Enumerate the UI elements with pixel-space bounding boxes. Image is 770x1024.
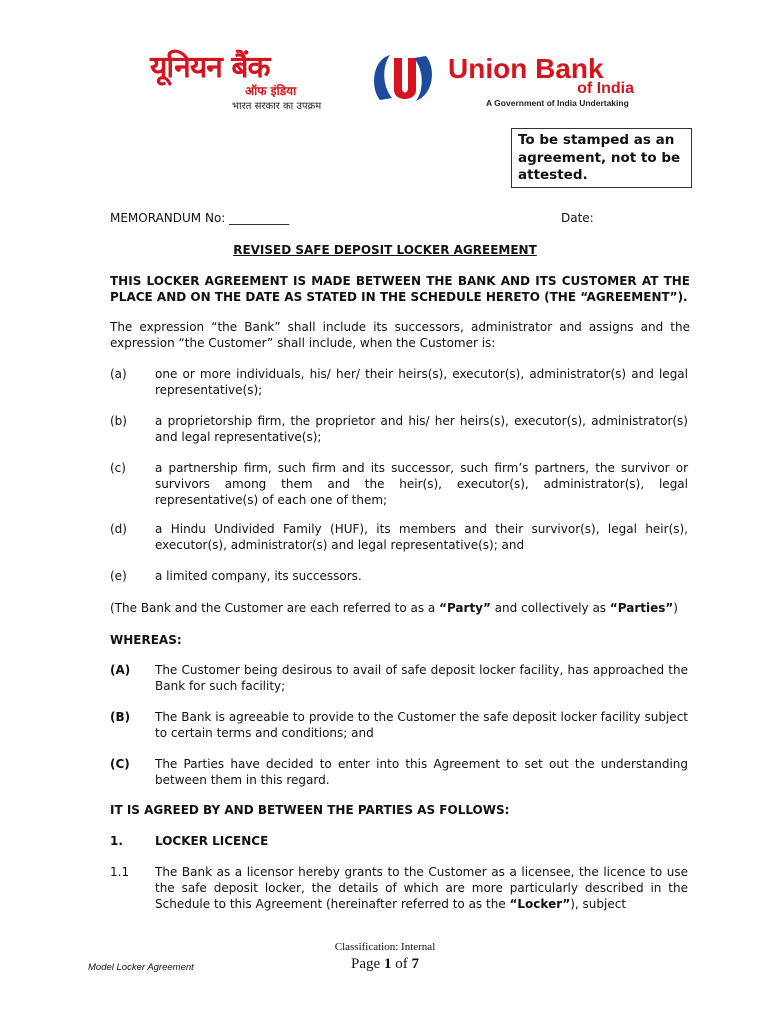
clause-text-part: ), subject	[570, 897, 627, 911]
parties-term: “Parties”	[609, 601, 674, 615]
stamp-note-box: To be stamped as an agreement, not to be attested.	[511, 128, 692, 188]
agreed-heading: IT IS AGREED BY AND BETWEEN THE PARTIES AS FOLLOWS:	[110, 803, 510, 817]
item-label: (d)	[110, 522, 127, 536]
bank-emblem-icon	[368, 50, 438, 106]
locker-term: “Locker”	[509, 897, 571, 911]
item-label: (C)	[110, 757, 130, 771]
item-text: a partnership firm, such firm and its successor, such firm’s partners, the survivor or survivors among them and the heir(s), executor(s), administrator(s), legal representative(s) of each one of them;	[155, 461, 688, 507]
expression-paragraph: The expression “the Bank” shall include its successors, administrator and assigns and the expression “the Customer” shall include, when the Customer is:	[110, 320, 690, 350]
clause-text-part: The Bank as a licensor hereby grants to the Customer as a licensee, the licence to use the safe deposit locker, the details of which are more particularly described in the Schedule to this Agreement (hereinafter referred to as the	[155, 865, 688, 911]
parties-text: (The Bank and the Customer are each referred to as a	[110, 601, 440, 615]
classification-label: Classification: Internal	[334, 941, 436, 953]
item-label: (c)	[110, 461, 126, 475]
bank-logo-english	[448, 54, 648, 109]
page-number	[0, 956, 770, 973]
item-label: (e)	[110, 569, 127, 583]
item-text: The Parties have decided to enter into this Agreement to set out the understanding between them in this regard.	[155, 757, 688, 787]
section-title: LOCKER LICENCE	[155, 834, 269, 848]
agreement-intro: THIS LOCKER AGREEMENT IS MADE BETWEEN THE BANK AND ITS CUSTOMER AT THE PLACE AND ON THE DATE AS STATED IN THE SCHEDULE HERETO (THE “AGREEMENT”).	[110, 274, 690, 304]
logo-bank-sub: of India	[577, 80, 634, 97]
item-text: The Customer being desirous to avail of safe deposit locker facility, has approached the Bank for such facility;	[155, 663, 688, 693]
page-current: 1	[383, 956, 392, 972]
page-of: of	[395, 956, 408, 972]
parties-text: )	[673, 601, 678, 615]
whereas-heading: WHEREAS:	[110, 633, 182, 647]
parties-text: and collectively as	[490, 601, 610, 615]
memorandum-number: MEMORANDUM No: __________	[110, 211, 290, 225]
item-text: one or more individuals, his/ her/ their heirs(s), executor(s), administrator(s) and legal representative(s);	[155, 367, 688, 397]
item-text: a limited company, its successors.	[155, 569, 362, 583]
clause-number: 1.1	[110, 865, 130, 879]
logo-bank-name: Union Bank	[448, 53, 604, 84]
item-label: (b)	[110, 414, 127, 428]
party-term: “Party”	[439, 601, 491, 615]
logo-hindi-sub: ऑफ इंडिया	[245, 84, 297, 98]
item-label: (a)	[110, 367, 127, 381]
item-label: (B)	[110, 710, 131, 724]
section-number: 1.	[110, 834, 123, 848]
logo-hindi-tagline: भारत सरकार का उपक्रम	[232, 101, 322, 112]
item-text: a proprietorship firm, the proprietor and his/ her heirs(s), executor(s), administrator(s) and legal representative(s);	[155, 414, 688, 444]
item-text: The Bank is agreeable to provide to the Customer the safe deposit locker facility subject to certain terms and conditions; and	[155, 710, 688, 740]
document-name: Model Locker Agreement	[88, 962, 194, 973]
logo-hindi-name: यूनियन बैंक	[150, 50, 270, 85]
page-word: Page	[351, 956, 381, 972]
parties-paragraph	[110, 600, 690, 616]
item-text: a Hindu Undivided Family (HUF), its members and their survivor(s), legal heir(s), executor(s), administrator(s) and legal representative(s); and	[155, 522, 688, 552]
bank-logo-hindi	[150, 52, 360, 112]
item-label: (A)	[110, 663, 131, 677]
date-label: Date:	[561, 211, 594, 225]
page-total: 7	[411, 956, 419, 972]
logo-gov-tagline: A Government of India Undertaking	[486, 98, 629, 108]
agreement-title: REVISED SAFE DEPOSIT LOCKER AGREEMENT	[233, 243, 537, 257]
clause-text	[155, 864, 688, 912]
